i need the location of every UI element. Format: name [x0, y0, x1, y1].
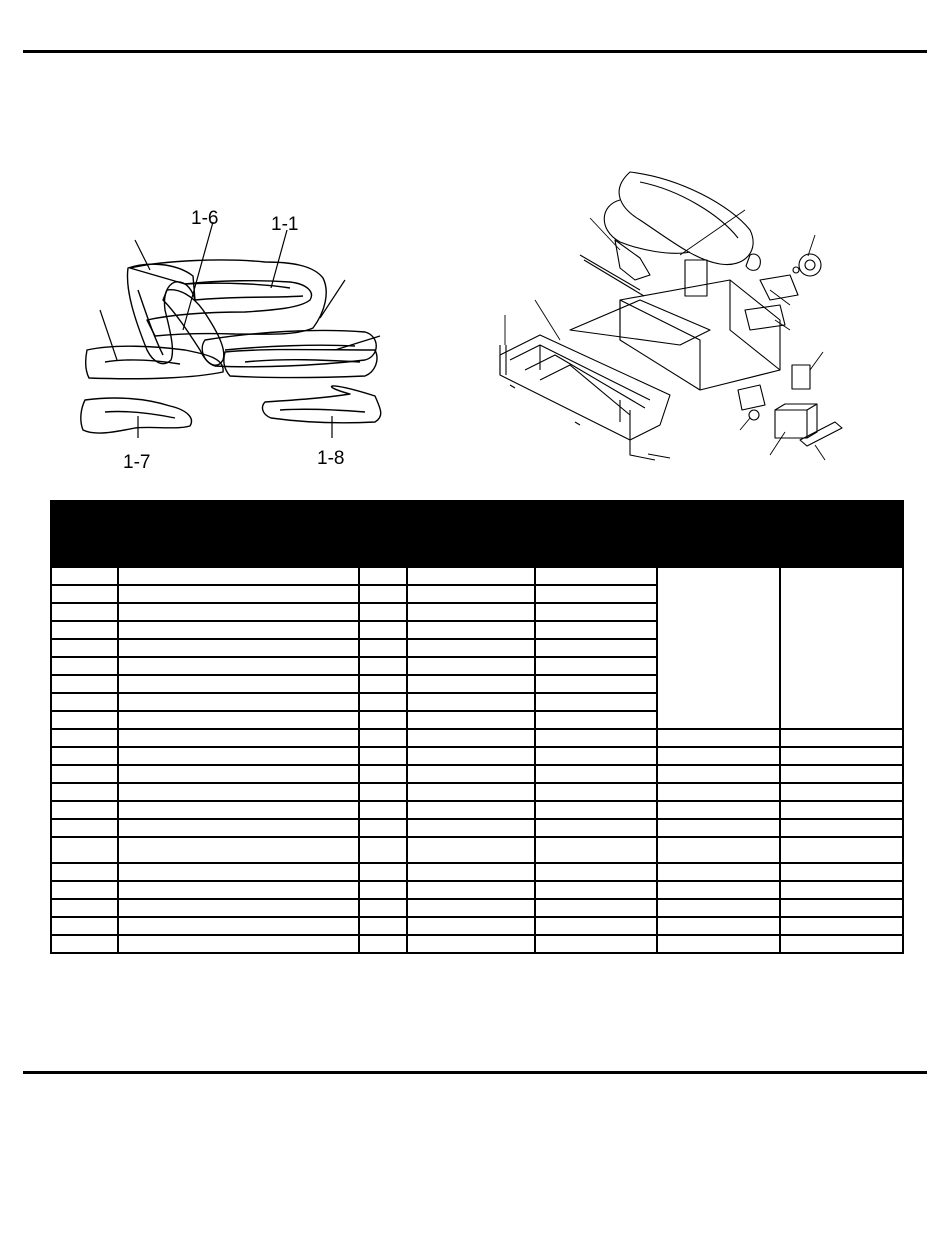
- header-cell: [118, 501, 359, 567]
- table-row: [51, 837, 903, 863]
- table-row: [51, 783, 903, 801]
- valve-knob: [799, 254, 821, 276]
- top-rule: [23, 50, 927, 53]
- table-row: [51, 899, 903, 917]
- wall-switch: [792, 365, 810, 389]
- table-row: [51, 881, 903, 899]
- log-1-8-outline: [263, 386, 381, 423]
- log-set-diagram: [75, 200, 395, 480]
- log-1-7-outline: [81, 398, 192, 433]
- table-row: [51, 765, 903, 783]
- table-row: [51, 935, 903, 953]
- callout-1-8: 1-8: [317, 448, 345, 469]
- table-header-row: [51, 501, 903, 567]
- leader-far-right: [335, 336, 380, 350]
- header-cell: [780, 501, 903, 567]
- bottom-rule: [23, 1071, 927, 1074]
- callout-1-7: 1-7: [123, 452, 151, 473]
- header-cell: [407, 501, 535, 567]
- burner-assembly-diagram: [480, 160, 860, 480]
- header-cell: [535, 501, 657, 567]
- leader-1-1: [271, 230, 287, 288]
- header-cell: [51, 501, 118, 567]
- leader-right: [320, 280, 345, 318]
- callout-1-1: 1-1: [271, 214, 299, 235]
- table-row: [51, 567, 903, 585]
- leader-left: [100, 310, 117, 360]
- table-row: [51, 747, 903, 765]
- callout-1-6: 1-6: [191, 208, 219, 229]
- receiver-box: [775, 410, 807, 438]
- table-row: [51, 819, 903, 837]
- remote-control: [800, 422, 842, 446]
- header-cell: [359, 501, 407, 567]
- ember-right-outline: [224, 350, 377, 378]
- grate-frame: [500, 335, 670, 440]
- table-row: [51, 729, 903, 747]
- table-row: [51, 917, 903, 935]
- table-row: [51, 801, 903, 819]
- header-cell: [657, 501, 780, 567]
- parts-table: [50, 500, 904, 954]
- table-row: [51, 863, 903, 881]
